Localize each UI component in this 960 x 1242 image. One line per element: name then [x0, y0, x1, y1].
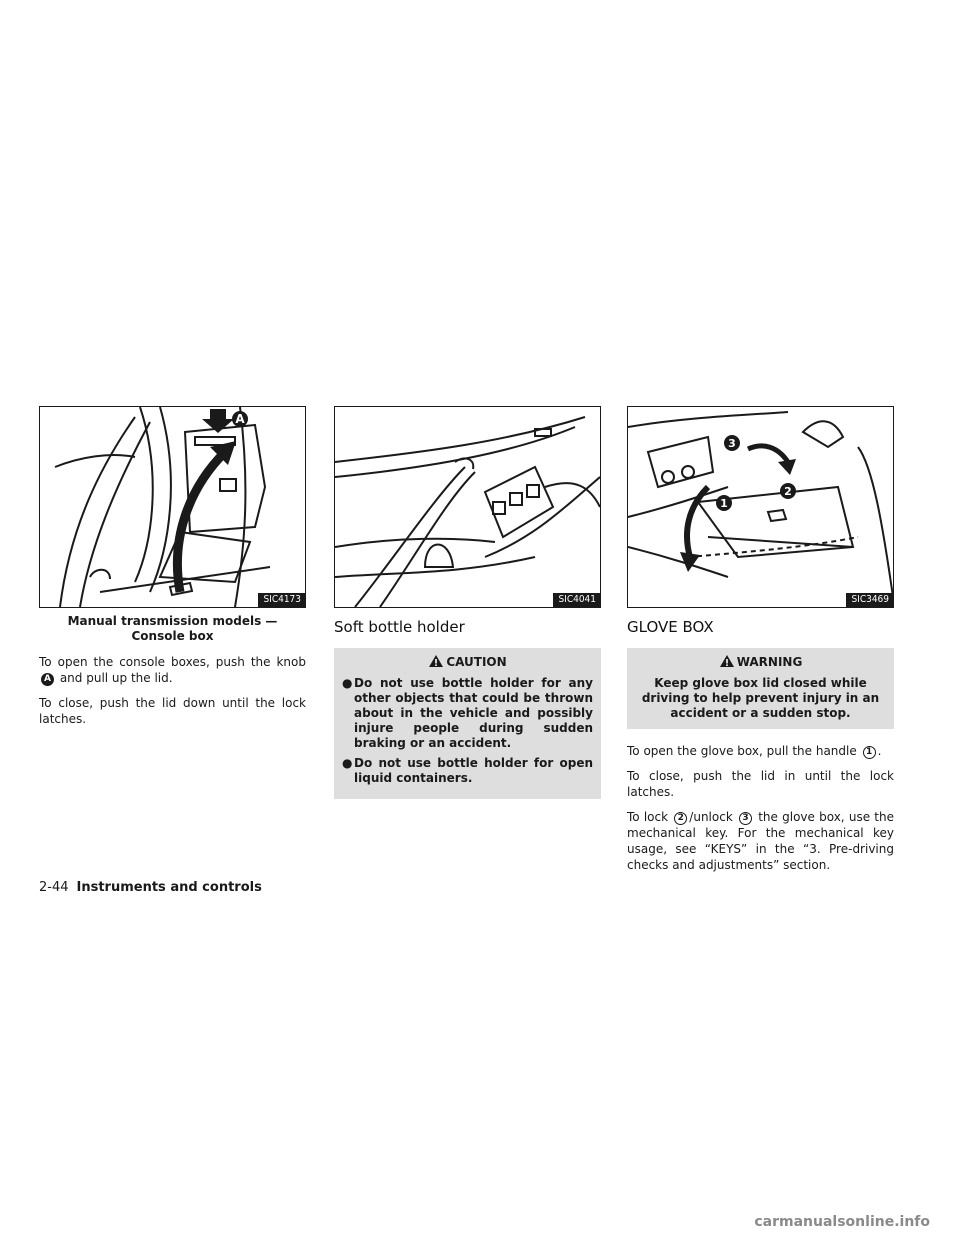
text-segment: /unlock [689, 810, 733, 824]
callout-3-marker: 3 [739, 812, 752, 825]
section-title: GLOVE BOX [627, 618, 714, 636]
footer-section-title: Instruments and controls [76, 880, 262, 895]
warning-box [627, 648, 894, 729]
caution-item [342, 756, 593, 786]
callout-a-marker: A [41, 673, 54, 686]
page-footer [39, 880, 262, 896]
bottle-holder-figure [334, 406, 601, 608]
figure-callout-3: 3 [728, 437, 736, 450]
text-segment: To open the glove box, pull the handle [627, 744, 857, 758]
callout-2-marker: 2 [674, 812, 687, 825]
caution-item-text: Do not use bottle holder for any other objects that could be thrown about in the vehicle and possibly injure people during sudden braking or an accident. [354, 676, 593, 750]
watermark: carmanualsonline.info [754, 1214, 930, 1230]
figure-callout-2: 2 [784, 485, 792, 498]
figure-callout-1: 1 [720, 497, 728, 510]
glove-box-close-instructions: To close, push the lid in until the lock latches. [627, 769, 894, 799]
text-segment: To lock [627, 810, 669, 824]
glove-box-figure [627, 406, 894, 608]
figure-caption: Manual transmission models — Console box [67, 614, 278, 643]
text-segment: and pull up the lid. [59, 671, 173, 685]
figure-code: SIC3469 [846, 593, 893, 607]
text-segment: the glove box, use the mechanical key. For the mechanical key usage, see “KEYS” in the “3. Pre-driving checks and adjustments” section. [627, 810, 894, 872]
glove-box-lock-instructions [627, 809, 894, 873]
console-close-instructions: To close, push the lid down until the lock latches. [39, 696, 306, 726]
glove-box-open-instructions [627, 743, 894, 759]
callout-1-marker: 1 [863, 746, 876, 759]
console-open-instructions [39, 654, 306, 686]
warning-icon [719, 654, 735, 668]
text-segment: . [877, 744, 882, 758]
caution-item [342, 676, 593, 751]
console-box-column [39, 406, 306, 736]
warning-header [635, 654, 886, 670]
figure-callout-a: A [235, 412, 245, 426]
caution-header [342, 654, 593, 670]
glove-box-illustration [628, 407, 893, 607]
figure-code: SIC4173 [258, 593, 305, 607]
bullet-icon: ● [342, 676, 353, 690]
caution-label: CAUTION [446, 655, 507, 669]
glove-box-column [627, 406, 894, 882]
section-title: Soft bottle holder [334, 618, 465, 636]
bottle-holder-illustration [335, 407, 600, 607]
text-segment: To open the console boxes, push the knob [39, 655, 306, 669]
figure-code: SIC4041 [553, 593, 600, 607]
caution-item-text: Do not use bottle holder for open liquid containers. [354, 756, 593, 785]
bottle-holder-column [334, 406, 601, 813]
caution-icon [428, 654, 444, 668]
warning-text: Keep glove box lid closed while driving to help prevent injury in an accident or a sudden stop. [641, 676, 880, 720]
bullet-icon: ● [342, 756, 353, 770]
console-box-illustration [40, 407, 305, 607]
warning-label: WARNING [736, 655, 803, 669]
page-number: 2-44 [39, 880, 69, 895]
caution-box [334, 648, 601, 799]
console-box-figure [39, 406, 306, 608]
